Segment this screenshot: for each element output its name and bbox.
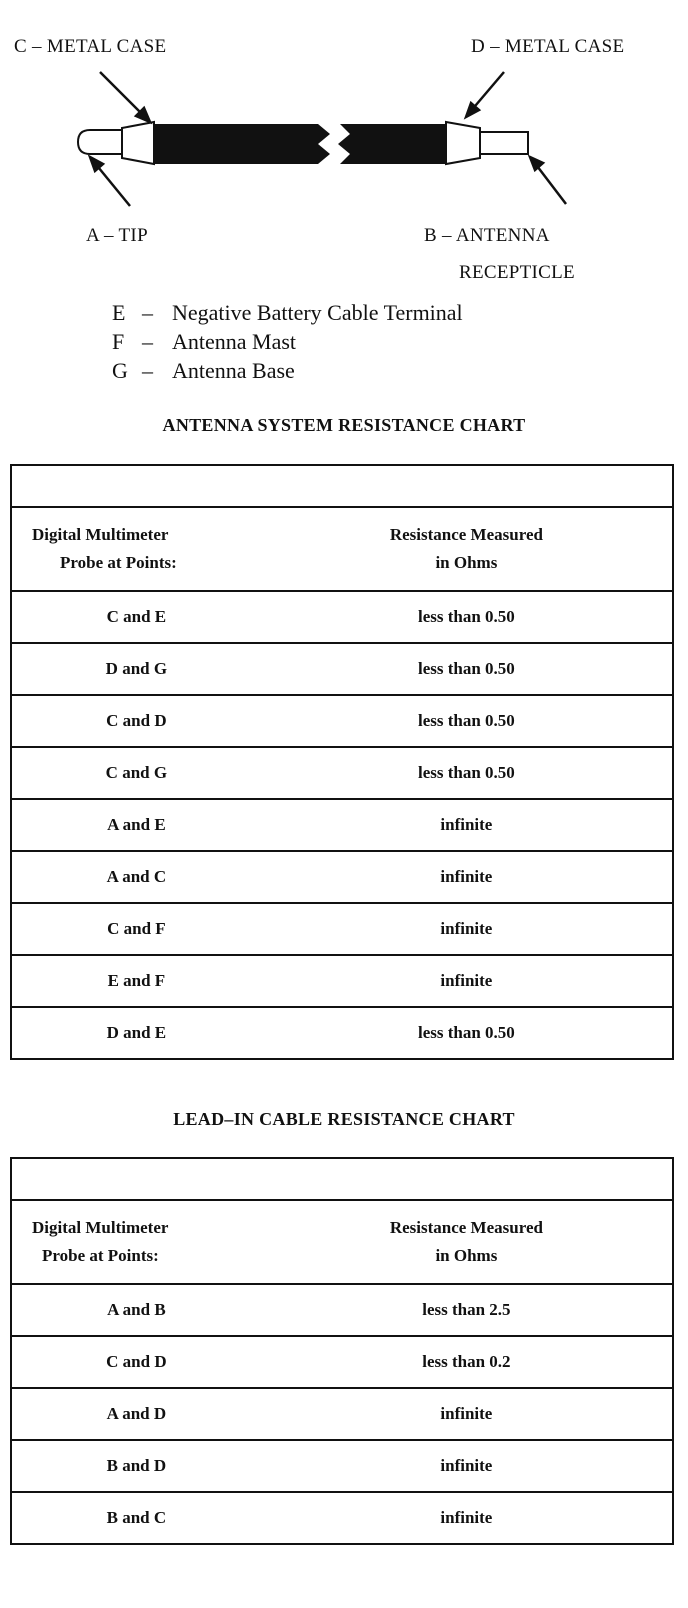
resistance-value: less than 0.50 (261, 1007, 673, 1059)
recepticle-b-shape (480, 132, 528, 154)
label-c: C – METAL CASE (14, 36, 167, 57)
probe-points: D and E (11, 1007, 261, 1059)
probe-points: C and F (11, 903, 261, 955)
resistance-value: infinite (261, 903, 673, 955)
legend-text: Antenna Base (172, 358, 295, 383)
header-line: Digital Multimeter (32, 1218, 169, 1237)
header-probe-points (11, 1200, 261, 1284)
legend-key: F (112, 329, 125, 354)
probe-points: B and D (11, 1440, 261, 1492)
cable-left-section (154, 124, 330, 164)
cable-right-section (338, 124, 446, 164)
header-line: Resistance Measured (389, 525, 543, 544)
point-legend (112, 298, 463, 385)
legend-item (112, 298, 463, 327)
header-line: in Ohms (435, 1246, 498, 1265)
table-blank-row (11, 1158, 673, 1200)
probe-points: A and E (11, 799, 261, 851)
table-row (11, 643, 673, 695)
header-line: Resistance Measured (389, 1218, 543, 1237)
arrow-c (100, 72, 146, 118)
probe-points: E and F (11, 955, 261, 1007)
probe-points: C and E (11, 591, 261, 643)
legend-dash: – (142, 329, 153, 354)
legend-key: E (112, 300, 126, 325)
metal-case-c-shape (122, 122, 154, 164)
resistance-value: less than 0.2 (261, 1336, 673, 1388)
resistance-value: less than 0.50 (261, 695, 673, 747)
legend-dash: – (142, 300, 153, 325)
legend-key: G (112, 358, 128, 383)
table-row (11, 695, 673, 747)
header-line: Probe at Points: (60, 553, 177, 572)
table-row (11, 591, 673, 643)
legend-text: Negative Battery Cable Terminal (172, 300, 463, 325)
label-a: A – TIP (86, 225, 148, 246)
header-line: Probe at Points: (42, 1246, 159, 1265)
table-row (11, 1440, 673, 1492)
resistance-value: infinite (261, 1492, 673, 1544)
legend-text: Antenna Mast (172, 329, 297, 354)
table-row (11, 1284, 673, 1336)
probe-points: A and C (11, 851, 261, 903)
table-row (11, 903, 673, 955)
table-row (11, 799, 673, 851)
blank-cell (11, 1158, 673, 1200)
table-row (11, 851, 673, 903)
resistance-value: infinite (261, 851, 673, 903)
legend-dash: – (142, 358, 153, 383)
resistance-value: less than 0.50 (261, 747, 673, 799)
legend-item (112, 327, 463, 356)
header-line: in Ohms (435, 553, 498, 572)
probe-points: C and D (11, 1336, 261, 1388)
arrow-b-head (530, 157, 543, 170)
legend-item (112, 356, 463, 385)
probe-points: A and B (11, 1284, 261, 1336)
resistance-value: less than 0.50 (261, 591, 673, 643)
table-row (11, 1007, 673, 1059)
probe-points: D and G (11, 643, 261, 695)
label-b-line2: RECEPTICLE (459, 262, 575, 283)
tip-a-shape (78, 130, 124, 154)
table-header-row (11, 507, 673, 591)
table-row (11, 747, 673, 799)
blank-cell (11, 465, 673, 507)
header-resistance (261, 1200, 673, 1284)
header-resistance (261, 507, 673, 591)
probe-points: C and G (11, 747, 261, 799)
header-line: Digital Multimeter (32, 525, 169, 544)
leadin-chart-title: LEAD–IN CABLE RESISTANCE CHART (173, 1109, 515, 1129)
probe-points: A and D (11, 1388, 261, 1440)
resistance-value: less than 2.5 (261, 1284, 673, 1336)
resistance-value: less than 0.50 (261, 643, 673, 695)
resistance-value: infinite (261, 1388, 673, 1440)
resistance-value: infinite (261, 1440, 673, 1492)
label-b-line1: B – ANTENNA (424, 225, 550, 246)
table-row (11, 1336, 673, 1388)
header-probe-points (11, 507, 261, 591)
cable-diagram (0, 0, 688, 300)
metal-case-d-shape (446, 122, 480, 164)
table-row (11, 1492, 673, 1544)
table-blank-row (11, 465, 673, 507)
probe-points: C and D (11, 695, 261, 747)
resistance-value: infinite (261, 955, 673, 1007)
probe-points: B and C (11, 1492, 261, 1544)
label-d: D – METAL CASE (471, 36, 625, 57)
table-row (11, 1388, 673, 1440)
table-row (11, 955, 673, 1007)
antenna-resistance-table (10, 464, 674, 1060)
antenna-chart-title: ANTENNA SYSTEM RESISTANCE CHART (162, 415, 526, 435)
table-header-row (11, 1200, 673, 1284)
resistance-value: infinite (261, 799, 673, 851)
leadin-resistance-table (10, 1157, 674, 1545)
